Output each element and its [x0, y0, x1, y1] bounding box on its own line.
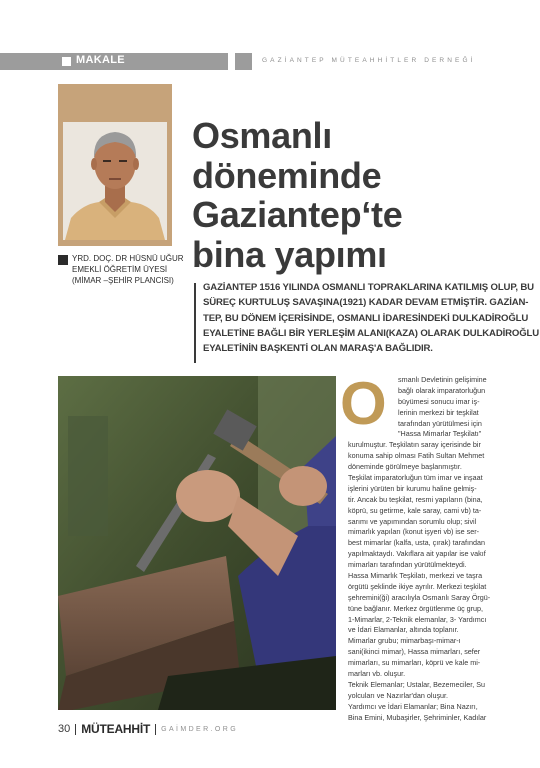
section-label: MAKALE	[76, 54, 125, 66]
body-line: şehremini(ği) aracılıyla Osmanlı Saray Örgü-	[348, 592, 491, 602]
body-line: 1-Mimarlar, 2-Teknik elemanlar, 3- Yardımcı	[348, 614, 487, 624]
author-photo	[63, 122, 167, 240]
body-line: lerinin merkezi bir teşkilat	[398, 407, 479, 417]
body-line: büyümesi sonucu imar iş-	[398, 396, 480, 406]
lead-line: EYALETİNİN BAŞKENTİ OLAN MARAŞ'A BAĞLIDIR.	[203, 343, 433, 355]
section-square-icon	[62, 57, 71, 66]
author-square-icon	[58, 255, 68, 265]
footer-divider	[75, 724, 76, 735]
page-number: 30	[58, 723, 71, 735]
body-line: sarımı ve yapımından sorumlu olup; sivil	[348, 516, 477, 526]
association-name: GAZİANTEP MÜTEAHHİTLER DERNEĞİ	[262, 57, 476, 64]
body-line: mimarlık yapıları (konut işyeri vb) ise ser-	[348, 527, 479, 537]
body-line: Hassa Mimarlık Teşkilatı, merkezi ve taşra	[348, 571, 483, 581]
body-line: sani(ikinci mimar), Hassa mimarları, sefer	[348, 647, 481, 657]
magazine-name: MÜTEAHHİT	[81, 722, 151, 736]
body-line: örgütü şeklinde ikiye ayrılır. Merkezi teşkilat	[348, 581, 487, 591]
body-line: köprü, su getirme, kale saray, cami vb) ta-	[348, 505, 482, 515]
body-line: döneminde görülmeye başlanmıştır.	[348, 462, 462, 472]
section-bar	[0, 53, 228, 70]
title-line: Gaziantep‘te	[192, 194, 403, 235]
lead-line: EYALETİNE BAĞLI BİR YERLEŞİM ALANI(KAZA) OLARAK DULKADİROĞLU	[203, 327, 540, 339]
body-line: Mimarlar grubu; mimarbaşı-mimar-ı	[348, 636, 461, 646]
author-line: YRD. DOÇ. DR HÜSNÜ UĞUR	[72, 254, 184, 263]
body-line: işlerini yürüten bir kurumu haline gelmiş-	[348, 483, 477, 493]
title-line: döneminde	[192, 154, 382, 196]
body-line: tir. Ancak bu teşkilat, resmi yapıların (bina,	[348, 494, 483, 504]
footer-divider	[155, 724, 156, 735]
body-line: bağlı olarak imparatorluğun	[398, 385, 486, 395]
lead-rule	[194, 283, 196, 363]
author-caption	[72, 253, 182, 286]
body-line: marları vb. oluşur.	[348, 669, 406, 679]
lead-line: SÜREÇ KURTULUŞ SAVAŞINA(1921) KADAR DEVAM ETMİŞTİR. GAZİAN-	[203, 297, 529, 309]
body-line: tüne bağlanır. Merkez örgütlenme üç grup,	[348, 603, 484, 613]
body-line: Teknik Elemanlar; Ustalar, Bezemeciler, Su	[348, 679, 486, 689]
body-line: mimarları tarafından yürütülmekteydi.	[348, 560, 467, 570]
lead-line: GAZİANTEP 1516 YILINDA OSMANLI TOPRAKLARINA KATILMIŞ OLUP, BU	[203, 282, 534, 293]
body-line: "Hassa Mimarlar Teşkilatı"	[398, 429, 482, 439]
body-line: Bina Emini, Mubaşirler, Şehriminler, Kadılar	[348, 712, 487, 722]
header-square-icon	[235, 53, 252, 70]
stone-carving-photo	[58, 376, 336, 710]
body-line: yapılmaktaydı. Vakıflara ait yapılar ise vakıf	[348, 549, 486, 559]
page-footer	[58, 722, 238, 736]
body-line: tarafından yürütülmesi için	[398, 418, 482, 428]
body-line: mimarları, su mimarları, köprü ve kale mi-	[348, 658, 481, 668]
article-title	[192, 116, 402, 274]
lead-line: TEP, BU DÖNEM İÇERİSİNDE, OSMANLI İDARESİNDEKİ DULKADİROĞLU	[203, 312, 529, 324]
body-text	[348, 375, 496, 724]
body-line: kurulmuştur. Teşkilatın saray içerisinde bir	[348, 440, 481, 450]
title-line: Osmanlı	[192, 115, 332, 156]
website-link[interactable]: GAİMDER.ORG	[161, 725, 239, 733]
body-line: yolcuları ve Nazırlar'dan oluşur.	[348, 690, 449, 700]
title-line: bina yapımı	[192, 233, 387, 275]
author-line: EMEKLİ ÖĞRETİM ÜYESİ	[72, 265, 168, 274]
lead-paragraph	[203, 280, 540, 356]
author-line: (MİMAR –ŞEHİR PLANCISI)	[72, 276, 174, 285]
body-line: konuma sahip olması Fatih Sultan Mehmet	[348, 451, 485, 461]
dropcap: O	[340, 370, 387, 437]
body-line: ve İdari Elamanlar, altında toplanır.	[348, 625, 459, 635]
body-line: Teşkilat imparatorluğun tüm imar ve inşaat	[348, 473, 483, 483]
author-photo-frame	[58, 84, 172, 246]
body-line: smanlı Devletinin gelişimine	[398, 375, 487, 384]
body-line: Yardımcı ve İdari Elamanlar; Bina Nazırı,	[348, 701, 478, 711]
body-line: best mimarlar (kalfa, usta, çırak) tarafından	[348, 538, 486, 548]
